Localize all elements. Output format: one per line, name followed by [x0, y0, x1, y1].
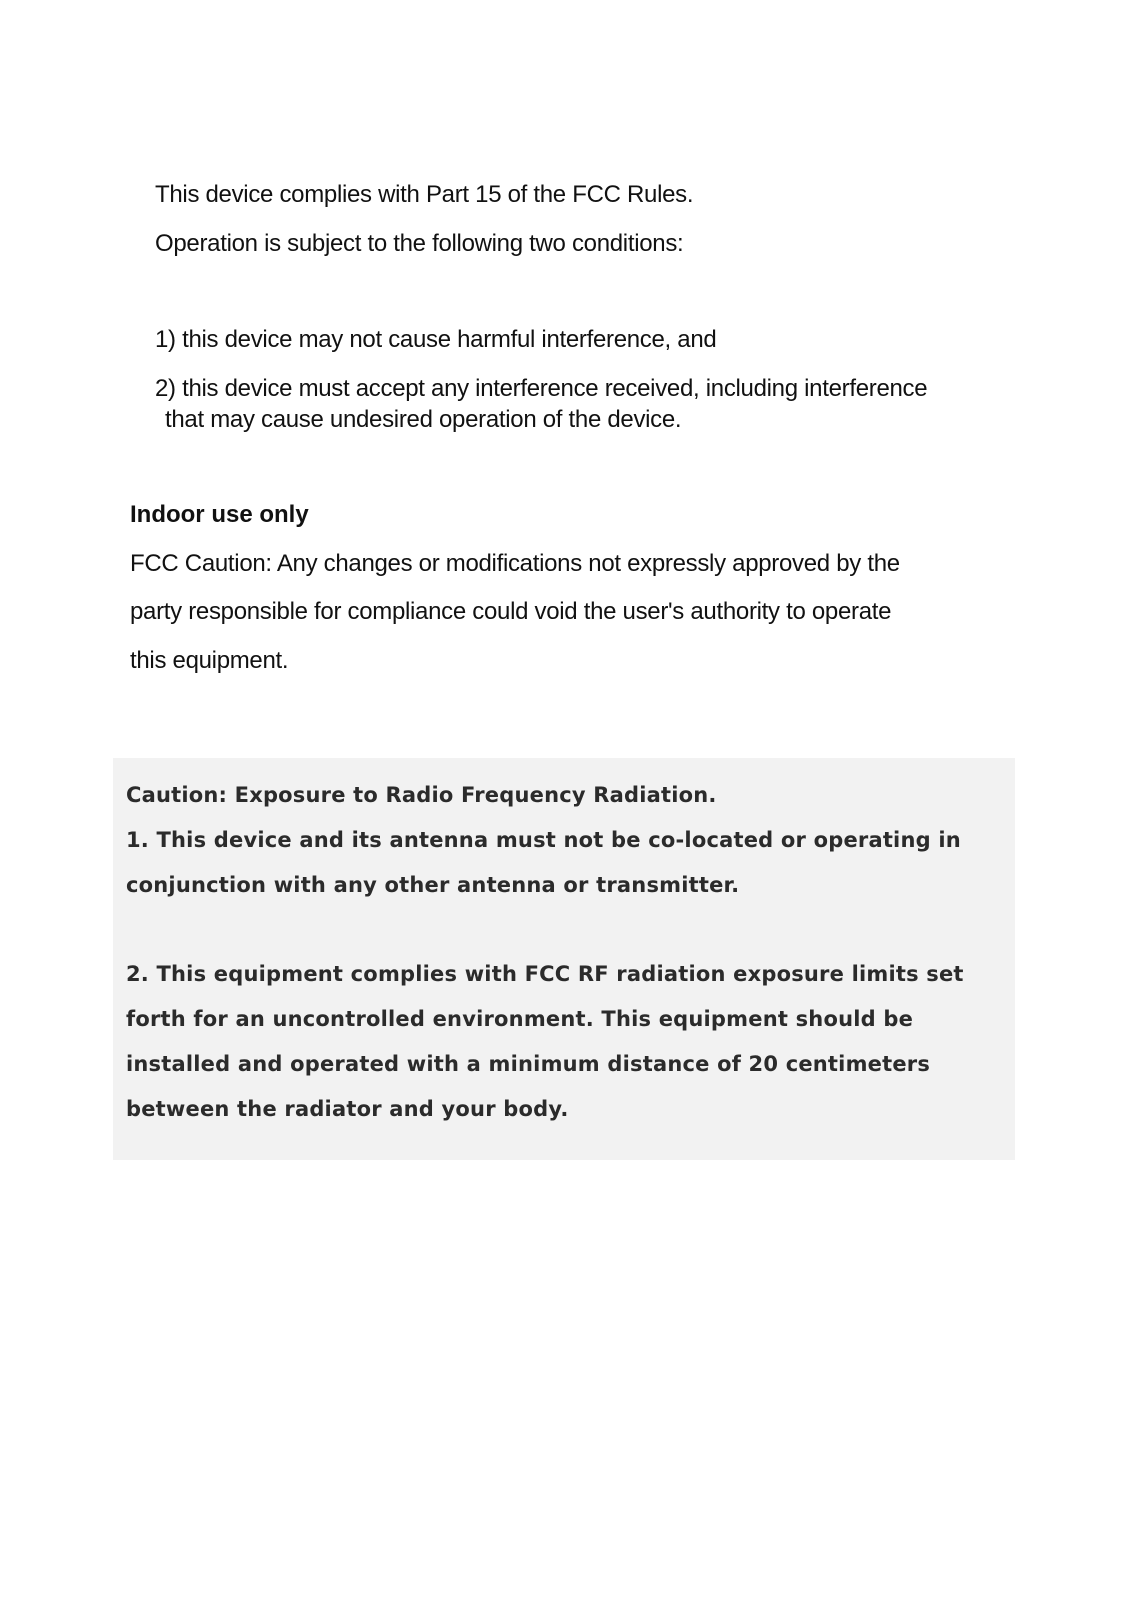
- fcc-caution-line-3: this equipment.: [130, 647, 289, 674]
- rf-exposure-caution-box: [113, 758, 1015, 1160]
- fcc-statement-line-2: Operation is subject to the following two conditions:: [155, 230, 684, 257]
- fcc-statement-line-1: This device complies with Part 15 of the FCC Rules.: [155, 181, 694, 208]
- condition-2-line-2: that may cause undesired operation of the device.: [165, 406, 682, 433]
- rf-point-2-line-2: forth for an uncontrolled environment. This equipment should be: [126, 1007, 914, 1031]
- indoor-use-heading: Indoor use only: [130, 501, 309, 528]
- rf-point-2-line-4: between the radiator and your body.: [126, 1097, 569, 1121]
- fcc-caution-line-2: party responsible for compliance could void the user's authority to operate: [130, 598, 892, 625]
- rf-point-1-line-2: conjunction with any other antenna or transmitter.: [126, 873, 740, 897]
- rf-point-2-line-3: installed and operated with a minimum distance of 20 centimeters: [126, 1052, 931, 1076]
- rf-caution-title: Caution: Exposure to Radio Frequency Radiation.: [126, 783, 717, 807]
- rf-point-1-line-1: 1. This device and its antenna must not be co-located or operating in: [126, 828, 961, 852]
- condition-1: 1) this device may not cause harmful interference, and: [155, 326, 717, 353]
- fcc-caution-line-1: FCC Caution: Any changes or modifications not expressly approved by the: [130, 550, 900, 577]
- condition-2-line-1: 2) this device must accept any interference received, including interference: [155, 375, 928, 402]
- rf-point-2-line-1: 2. This equipment complies with FCC RF radiation exposure limits set: [126, 962, 964, 986]
